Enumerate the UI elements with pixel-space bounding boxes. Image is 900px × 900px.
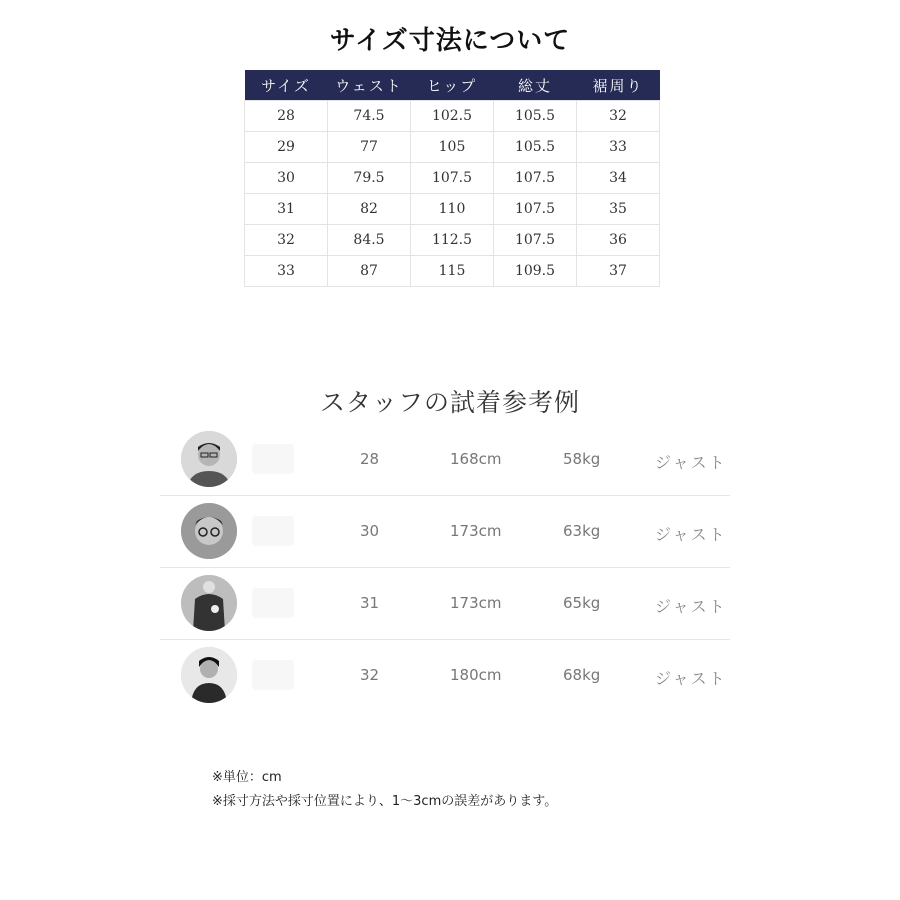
staff-weight: 65kg [563,594,601,612]
table-row [245,194,660,225]
note-tolerance: ※採寸方法や採寸位置により、1～3cmの誤差があります。 [212,794,558,809]
staff-height: 173cm [450,594,502,612]
blurred-name [252,660,294,690]
staff-size: 32 [360,666,380,684]
cell-hip: 110 [411,194,494,225]
staff-avatar [181,647,237,703]
cell-hem: 33 [577,132,660,163]
staff-height: 168cm [450,450,502,468]
cell-hip: 112.5 [411,225,494,256]
cell-size: 28 [245,101,328,132]
size-table-header-row [245,70,660,101]
cell-waist: 87 [328,256,411,287]
cell-waist: 74.5 [328,101,411,132]
notes [212,766,557,814]
staff-weight: 58kg [563,450,601,468]
cell-length: 105.5 [494,101,577,132]
cell-waist: 82 [328,194,411,225]
cell-hem: 36 [577,225,660,256]
blurred-name [252,516,294,546]
staff-fit: ジャスト [655,453,727,472]
header-length: 総丈 [494,70,577,101]
cell-length: 107.5 [494,225,577,256]
blurred-name [252,444,294,474]
staff-size: 30 [360,522,380,540]
table-row [245,225,660,256]
size-table [244,70,660,287]
staff-height: 173cm [450,522,502,540]
staff-section-title: スタッフの試着参考例 [319,388,580,417]
staff-list [160,424,730,711]
staff-row [160,496,730,568]
cell-hip: 105 [411,132,494,163]
table-row [245,101,660,132]
staff-weight: 68kg [563,666,601,684]
staff-fit: ジャスト [655,525,727,544]
cell-length: 107.5 [494,194,577,225]
staff-avatar [181,503,237,559]
header-waist: ウェスト [328,70,411,101]
cell-hem: 37 [577,256,660,287]
table-row [245,256,660,287]
cell-size: 31 [245,194,328,225]
staff-row [160,568,730,640]
cell-hip: 115 [411,256,494,287]
cell-hem: 34 [577,163,660,194]
staff-fit: ジャスト [655,669,727,688]
cell-size: 30 [245,163,328,194]
cell-waist: 77 [328,132,411,163]
header-hip: ヒップ [411,70,494,101]
cell-size: 33 [245,256,328,287]
header-size: サイズ [245,70,328,101]
cell-length: 107.5 [494,163,577,194]
staff-fit: ジャスト [655,597,727,616]
staff-avatar [181,575,237,631]
cell-hip: 107.5 [411,163,494,194]
page-title: サイズ寸法について [329,26,571,56]
cell-length: 109.5 [494,256,577,287]
cell-hip: 102.5 [411,101,494,132]
cell-length: 105.5 [494,132,577,163]
cell-size: 29 [245,132,328,163]
staff-avatar [181,431,237,487]
staff-size: 28 [360,450,380,468]
cell-waist: 79.5 [328,163,411,194]
cell-hem: 35 [577,194,660,225]
note-unit: ※単位：cm [212,770,282,785]
staff-size: 31 [360,594,380,612]
cell-hem: 32 [577,101,660,132]
cell-waist: 84.5 [328,225,411,256]
staff-row [160,424,730,496]
staff-height: 180cm [450,666,502,684]
cell-size: 32 [245,225,328,256]
table-row [245,132,660,163]
header-hem: 裾周り [577,70,660,101]
staff-row [160,640,730,711]
staff-weight: 63kg [563,522,601,540]
blurred-name [252,588,294,618]
table-row [245,163,660,194]
